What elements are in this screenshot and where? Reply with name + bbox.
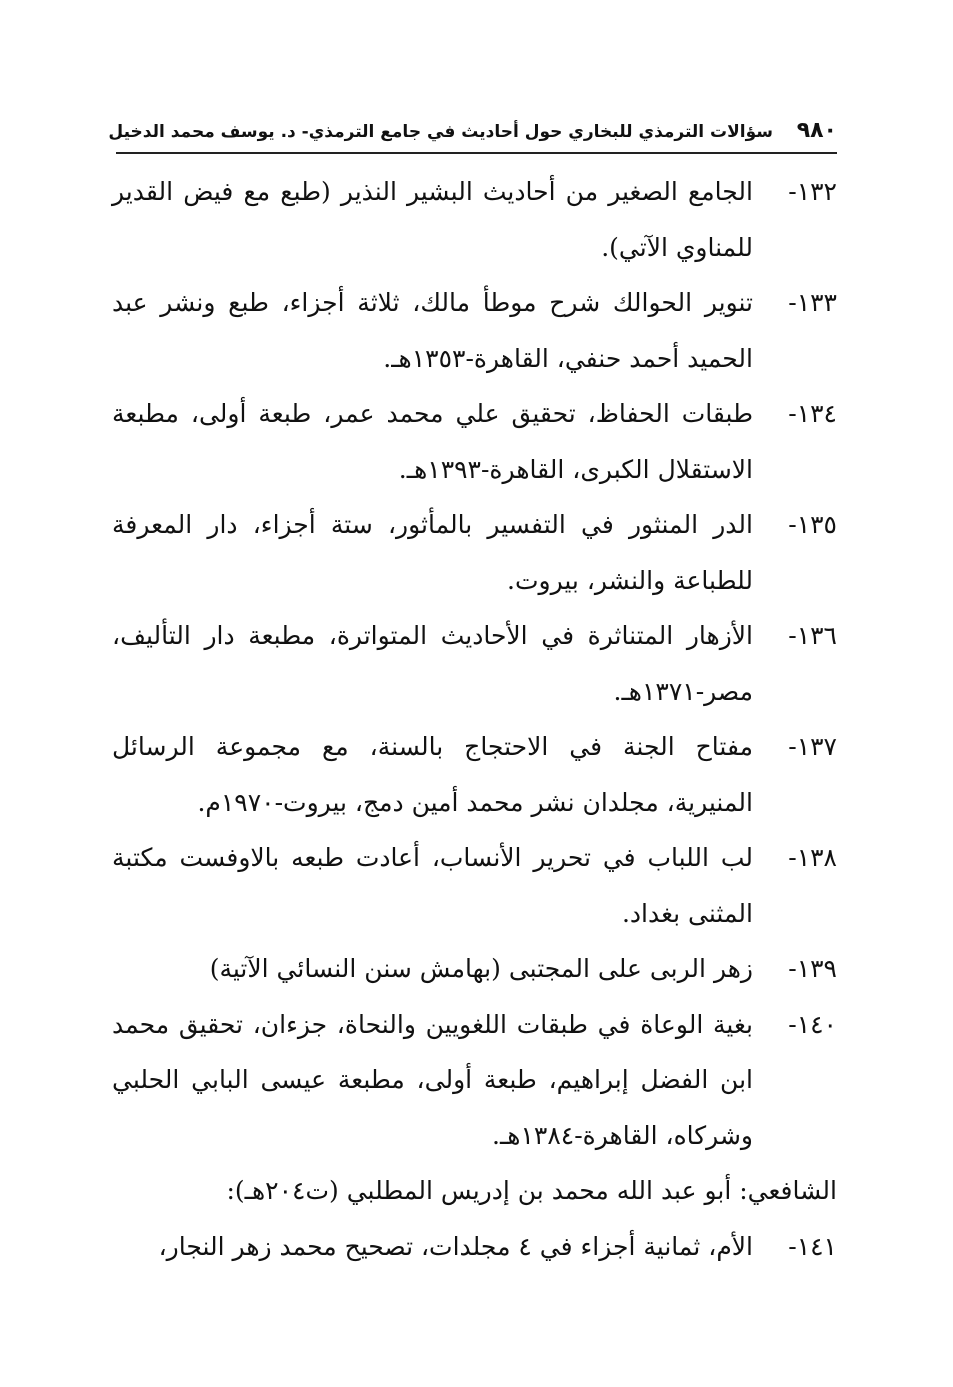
entry-140 bbox=[112, 997, 837, 1164]
entry-text: الجامع الصغير من أحاديث البشير النذير (طبع مع فيض القدير للمناوي الآتي). bbox=[112, 177, 753, 262]
entry-text: لب اللباب في تحرير الأنساب، أعادت طبعه بالاوفست مكتبة المثنى بغداد. bbox=[112, 843, 753, 928]
entry-text: زهر الربى على المجتبى (بهامش سنن النسائي الآتية) bbox=[209, 954, 753, 983]
entry-133 bbox=[112, 275, 837, 386]
entry-text: تنوير الحوالك شرح موطأ مالك، ثلاثة أجزاء، طبع ونشر عبد الحميد أحمد حنفي، القاهرة-١٣٥٣هـ. bbox=[112, 288, 753, 373]
entry-number: ١٣٨- bbox=[788, 843, 837, 872]
running-title: سؤالات الترمذي للبخاري حول أحاديث في جامع الترمذي- د. يوسف محمد الدخيل bbox=[108, 122, 773, 142]
entry-number: ١٣٥- bbox=[788, 510, 837, 539]
entry-number: ١٣٢- bbox=[788, 177, 837, 206]
entry-135 bbox=[112, 497, 837, 608]
entry-number: ١٣٦- bbox=[788, 621, 837, 650]
entry-137 bbox=[112, 719, 837, 830]
header-rule bbox=[116, 152, 837, 154]
entry-138 bbox=[112, 830, 837, 941]
entry-number: ١٣٤- bbox=[788, 399, 837, 428]
entry-141 bbox=[112, 1219, 837, 1275]
entry-number: ١٤١- bbox=[788, 1231, 837, 1261]
entry-136 bbox=[112, 608, 837, 719]
entry-number: ١٣٩- bbox=[788, 954, 837, 983]
entry-text: بغية الوعاة في طبقات اللغويين والنحاة، جزءان، تحقيق محمد ابن الفضل إبراهيم، طبعة أولى، مطبعة عيسى البابي الحلبي وشركاه، القاهرة-١٣٨٤هـ. bbox=[112, 1009, 753, 1150]
page-number: ٩٨٠ bbox=[796, 118, 837, 143]
bibliography-body bbox=[112, 164, 837, 1274]
entry-139 bbox=[112, 941, 837, 997]
entry-132 bbox=[112, 164, 837, 275]
entry-number: ١٣٧- bbox=[788, 732, 837, 761]
entry-text: الأم، ثمانية أجزاء في ٤ مجلدات، تصحيح محمد زهر النجار، bbox=[158, 1231, 753, 1261]
entry-134 bbox=[112, 386, 837, 497]
entry-text: مفتاح الجنة في الاحتجاج بالسنة، مع مجموعة الرسائل المنيرية، مجلدان نشر محمد أمين دمج، بيروت-١٩٧٠م. bbox=[112, 732, 753, 817]
entry-number: ١٤٠- bbox=[788, 1009, 837, 1039]
page-header bbox=[108, 118, 837, 152]
section-heading: الشافعي: أبو عبد الله محمد بن إدريس المطلبي (ت٢٠٤هـ): bbox=[226, 1176, 837, 1205]
entry-text: الأزهار المتناثرة في الأحاديث المتواترة، مطبعة دار التأليف، مصر-١٣٧١هـ. bbox=[112, 621, 753, 706]
entry-text: طبقات الحفاظ، تحقيق علي محمد عمر، طبعة أولى، مطبعة الاستقلال الكبرى، القاهرة-١٣٩٣هـ. bbox=[112, 399, 753, 484]
entry-text: الدر المنثور في التفسير بالمأثور، ستة أجزاء، دار المعرفة للطباعة والنشر، بيروت. bbox=[112, 510, 753, 595]
entry-number: ١٣٣- bbox=[788, 288, 837, 317]
